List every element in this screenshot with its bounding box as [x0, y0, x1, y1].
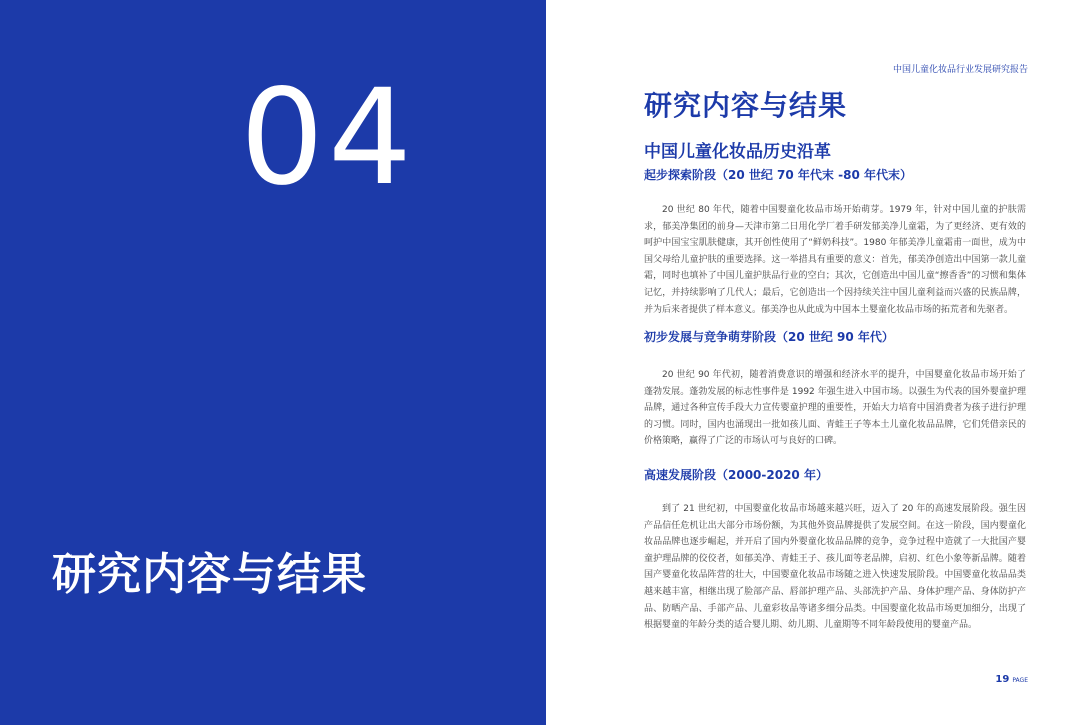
- section-title: 研究内容与结果: [644, 89, 848, 122]
- page-footer: [995, 667, 1028, 686]
- stage-heading-early: 起步探索阶段（20 世纪 70 年代末 -80 年代末）: [644, 168, 912, 182]
- content-page: [546, 0, 1080, 725]
- page-number: 19: [995, 674, 1010, 685]
- chapter-number: 04: [240, 61, 416, 215]
- stage-heading-growth: 初步发展与竞争萌芽阶段（20 世纪 90 年代）: [644, 330, 894, 344]
- page-label: PAGE: [1012, 677, 1028, 684]
- chapter-cover-title: 研究内容与结果: [52, 549, 367, 600]
- stage-paragraph-growth: 20 世纪 90 年代初，随着消费意识的增强和经济水平的提升，中国婴童化妆品市场开始了蓬勃发展。蓬勃发展的标志性事件是 1992 年强生进入中国市场。以强生为代表的国外婴童护理品牌，通过各种宣传手段大力宣传婴童护理的重要性，开始大力培育中国消费者为孩子进行护理的习惯。同时，国内也涌现出一批如孩儿面、青蛙王子等本土儿童化妆品品牌，它们凭借亲民的价格策略，赢得了广泛的市场认可与良好的口碑。: [644, 370, 1026, 447]
- stage-heading-rapid: 高速发展阶段（2000-2020 年）: [644, 468, 828, 482]
- stage-paragraph-rapid: 到了 21 世纪初，中国婴童化妆品市场越来越兴旺，迈入了 20 年的高速发展阶段。强生因产品信任危机让出大部分市场份额，为其他外资品牌提供了发展空间。在这一阶段，国内婴童化妆品品牌也逐步崛起，并开启了国内外婴童化妆品品牌的竞争，竞争过程中造就了一大批国产婴童护理品牌的佼佼者，如郁美净、青蛙王子、孩儿面等老品牌，启初、红色小象等新品牌。随着国产婴童化妆品阵营的壮大，中国婴童化妆品市场随之进入快速发展阶段。中国婴童化妆品品类越来越丰富，相继出现了脸部产品、唇部护理产品、头部洗护产品、身体护理产品、身体防护产品、防晒产品、手部产品、儿童彩妆品等诸多细分品类。中国婴童化妆品市场更加细分，出现了根据婴童的年龄分类的适合婴儿期、幼儿期、儿童期等不同年龄段使用的婴童产品。: [644, 504, 1026, 631]
- running-header: 中国儿童化妆品行业发展研究报告: [892, 65, 1028, 75]
- subsection-title: 中国儿童化妆品历史沿革: [644, 142, 831, 162]
- stage-paragraph-early: 20 世纪 80 年代，随着中国婴童化妆品市场开始萌芽。1979 年，针对中国儿童的护肤需求，郁美净集团的前身—天津市第二日用化学厂着手研发郁美净儿童霜，为了更经济、更有效的呵护中国宝宝肌肤健康，其开创性使用了“鲜奶科技”。1980 年郁美净儿童霜甫一面世，成为中国父母给儿童护肤的重要选择。这一举措具有重要的意义：首先，郁美净创造出中国第一款儿童霜，同时也填补了中国儿童护肤品行业的空白；其次，它创造出中国儿童“擦香香”的习惯和集体记忆，并持续影响了几代人；最后，它创造出一个因持续关注中国儿童利益而兴盛的民族品牌，并为后来者提供了样本意义。郁美净也从此成为中国本土婴童化妆品市场的拓荒者和先驱者。: [644, 205, 1026, 315]
